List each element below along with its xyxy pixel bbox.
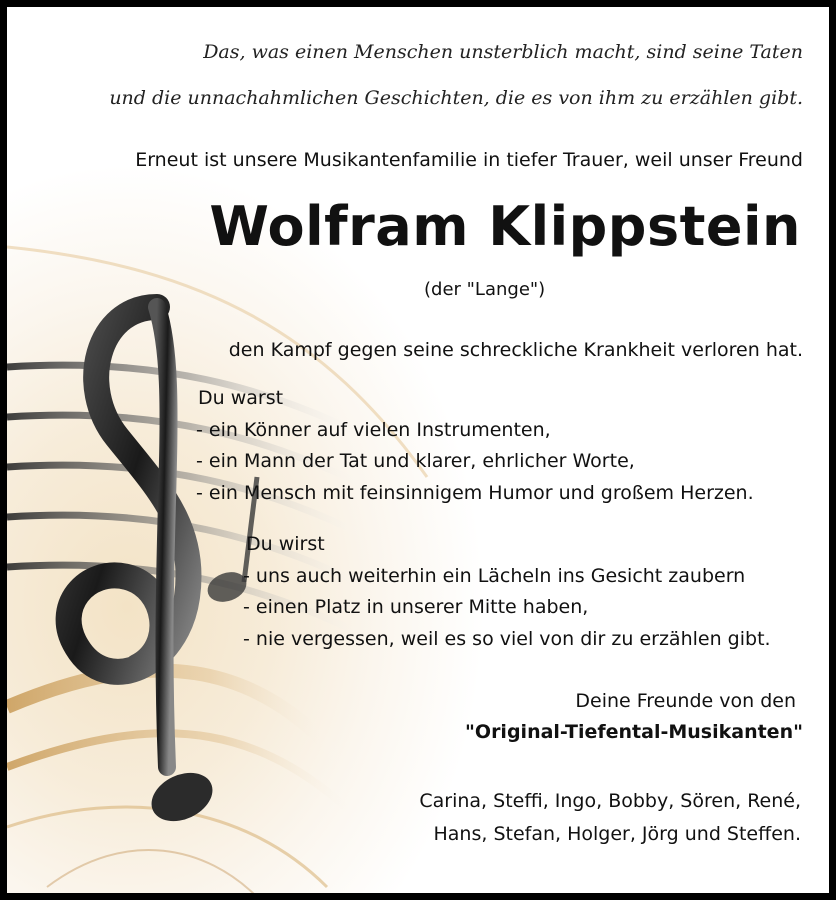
fight-text: den Kampf gegen seine schreckliche Krankheit verloren hat. xyxy=(228,339,803,361)
deceased-nickname: (der "Lange") xyxy=(424,279,546,300)
deceased-name: Wolfram Klippstein xyxy=(209,195,801,258)
signature-group: "Original-Tiefental-Musikanten" xyxy=(465,721,803,743)
du-wirst-item: - nie vergessen, weil es so viel von dir zu erzählen gibt. xyxy=(243,627,771,650)
du-warst-heading: Du warst xyxy=(198,387,284,409)
du-warst-item: - ein Könner auf vielen Instrumenten, xyxy=(196,418,551,441)
du-wirst-block xyxy=(243,529,771,655)
names-line-2: Hans, Stefan, Holger, Jörg und Steffen. xyxy=(433,823,801,845)
signature-names xyxy=(419,785,801,851)
names-line-1: Carina, Steffi, Ingo, Bobby, Sören, René, xyxy=(419,790,801,812)
quote-line-1: Das, was einen Menschen unsterblich macht, sind seine Taten xyxy=(203,41,803,63)
signature-intro: Deine Freunde von den xyxy=(575,690,796,712)
du-warst-block xyxy=(196,383,754,509)
quote-line-2: und die unnachahmlichen Geschichten, die es von ihm zu erzählen gibt. xyxy=(109,87,803,109)
du-wirst-item: - uns auch weiterhin ein Lächeln ins Gesicht zaubern xyxy=(243,564,746,587)
du-wirst-item: - einen Platz in unserer Mitte haben, xyxy=(243,596,589,618)
du-wirst-heading: Du wirst xyxy=(246,533,325,555)
du-warst-item: - ein Mensch mit feinsinnigem Humor und großem Herzen. xyxy=(196,481,754,504)
du-warst-item: - ein Mann der Tat und klarer, ehrlicher Worte, xyxy=(196,450,635,472)
intro-text: Erneut ist unsere Musikantenfamilie in tiefer Trauer, weil unser Freund xyxy=(135,149,803,171)
